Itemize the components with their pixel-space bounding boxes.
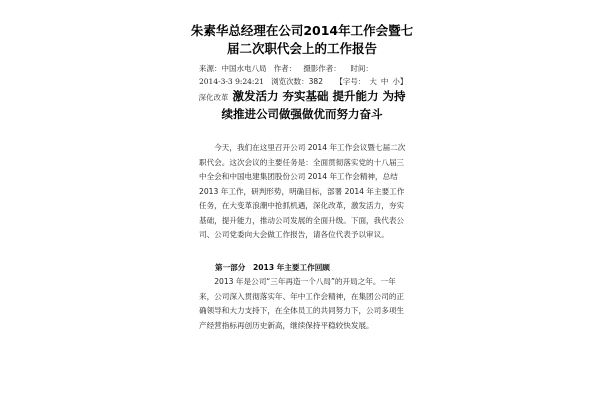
section-heading: 第一部分 2013 年主要工作回顾 — [215, 263, 330, 272]
font-size-label: 【字号： — [335, 77, 366, 86]
author-label: 作者： — [273, 64, 297, 73]
font-size-control — [335, 77, 407, 86]
article-subtitle — [196, 88, 408, 122]
subtitle-text: 激发活力 夯实基础 提升能力 为持续推进公司做强做优而努力奋斗 — [221, 89, 406, 121]
source-value: 中国水电八局 — [221, 64, 267, 73]
timestamp: 2014-3-3 9:24:21 — [199, 77, 264, 86]
time-label: 时间： — [350, 64, 373, 73]
article-meta-line1 — [199, 63, 373, 75]
source-label: 来源： — [199, 64, 222, 73]
photographer-label: 摄影作者： — [303, 64, 341, 73]
font-size-small-link[interactable]: 小 — [392, 77, 400, 86]
font-size-large-link[interactable]: 大 — [369, 77, 377, 86]
subtitle-tag: 深化改革 — [198, 93, 229, 102]
section1-paragraph: 2013 年是公司“三年再造一个八局”的开局之年。一年来，公司深入贯彻落实年、年中工作会精神，在集团公司的正确领导和大力支持下，在全体员工的共同努力下，公司多项生产经营指标再创历史新高，继续保持平稳较快发展。 — [199, 277, 405, 330]
font-size-medium-link[interactable]: 中 — [380, 77, 389, 86]
views-count: 382 — [308, 77, 323, 86]
article-meta-line2 — [199, 76, 407, 88]
article-title: 朱素华总经理在公司2014年工作会暨七届二次职代会上的工作报告 — [190, 23, 414, 56]
views-label: 浏览次数： — [271, 77, 309, 86]
font-size-close: 】 — [399, 77, 408, 86]
intro-paragraph: 今天，我们在这里召开公司 2014 年工作会议暨七届二次职代会。这次会议的主要任务是：全面贯彻落实党的十八届三中全会和中国电建集团股份公司 2014 年工作会精神，总结 2013 年工作，研判形势，明确目标，部署 2014 年主要工作任务，在大变革浪潮中抢抓机遇，深化改革，激发活力，夯实基础，提升能力，推动公司发展的全面升级。下面，我代表公司、公司党委向大会做工作报告，请各位代表予以审议。 — [199, 143, 406, 239]
